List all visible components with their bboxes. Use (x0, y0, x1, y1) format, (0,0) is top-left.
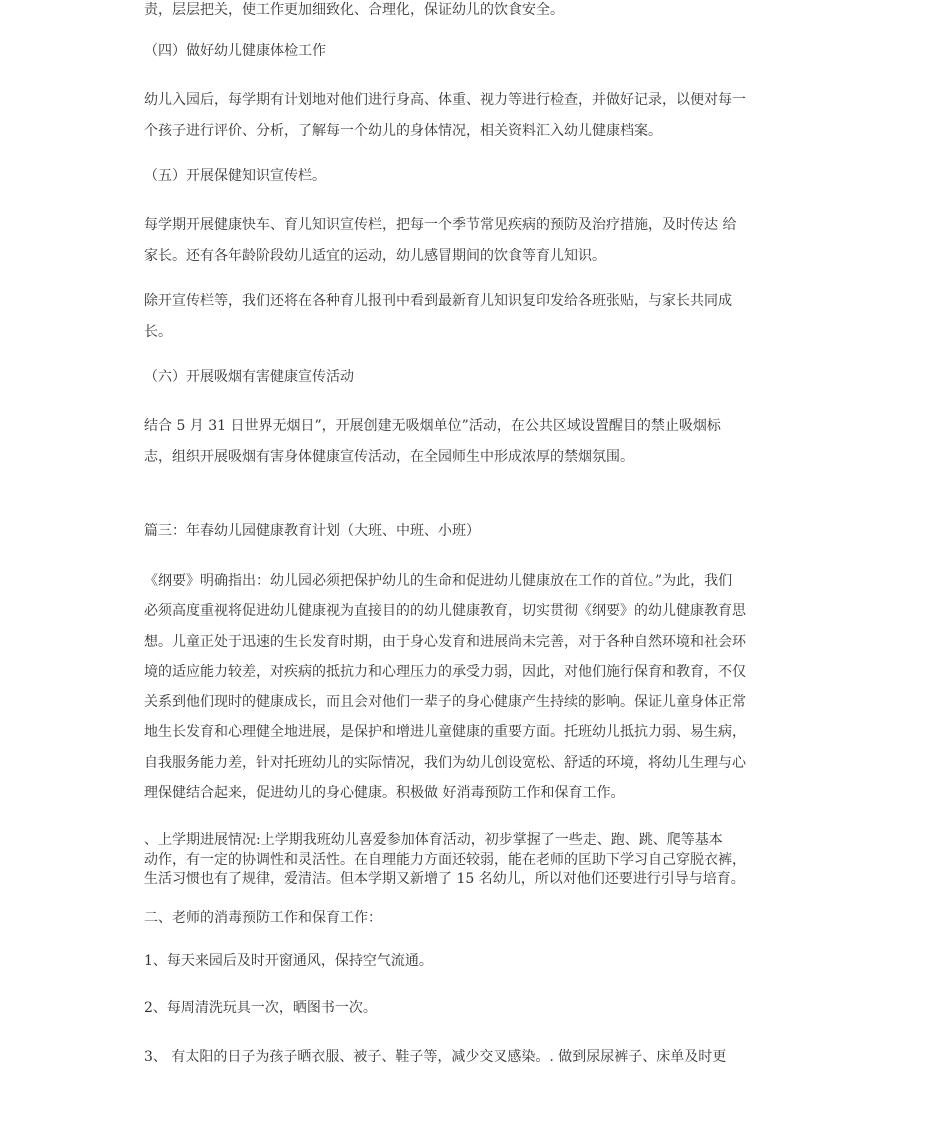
text-line: 每学期开展健康快车、育儿知识宣传栏，把每一个季节常见疾病的预防及治疗措施，及时传达 给 (144, 217, 737, 233)
list-item-3 (144, 1047, 820, 1067)
section4-heading (144, 41, 820, 61)
text-line: 想。儿童正处于迅速的生长发育时期，由于身心发育和进展尚未完善，对于各种自然环境和社会环 (144, 633, 746, 650)
heading-text: 二、老师的消毒预防工作和保育工作： (144, 910, 382, 926)
text-line: 生活习惯也有了规律，爱清洁。但本学期又新增了 15 名幼儿，所以对他们还要进行引导与培育。 (144, 871, 745, 887)
text-line: 除开宣传栏等，我们还将在各种育儿报刊中看到最新育儿知识复印发给各班张贴，与家长共同成 (144, 293, 732, 309)
text-line: 境的适应能力较差，对疾病的抵抗力和心理压力的承受力弱，因此，对他们施行保育和教育，不仅 (144, 663, 746, 680)
text-line: 个孩子进行评价、分析，了解每一个幼儿的身体情况，相关资料汇入幼儿健康档案。 (144, 123, 662, 139)
text-line: 幼儿入园后，每学期有计划地对他们进行身高、体重、视力等进行检查，并做好记录，以便对每一 (144, 92, 746, 108)
text-line: 自我服务能力差，针对托班幼儿的实际情况，我们为幼儿创设宽松、舒适的环境，将幼儿生理与心 (144, 754, 746, 771)
text-line: 1、每天来园后及时开窗通风，保持空气流通。 (144, 953, 433, 969)
text-line: 结合 5 月 31 日世界无烟日”，开展创建无吸烟单位”活动，在公共区域设置醒目的禁止吸烟标 (144, 418, 721, 434)
section2-heading (144, 908, 820, 928)
text-line: 关系到他们现时的健康成长，而且会对他们一辈子的身心健康产生持续的影响。保证儿童身体正常 (144, 694, 746, 711)
section4-paragraph (144, 85, 820, 147)
section5-paragraph-2 (144, 286, 820, 348)
text-line: 3、 有太阳的日子为孩子晒衣服、被子、鞋子等，减少交叉感染。. 做到尿尿裤子、床单及时更 (144, 1049, 727, 1065)
last-term-paragraph (144, 831, 820, 890)
heading-text: （四）做好幼儿健康体检工作 (144, 43, 326, 59)
section6-paragraph (144, 411, 820, 473)
list-item-1 (144, 951, 820, 971)
text-line: 志，组织开展吸烟有害身体健康宣传活动，在全园师生中形成浓厚的禁烟氛围。 (144, 449, 634, 465)
section6-heading (144, 367, 820, 387)
section5-paragraph-1 (144, 210, 820, 272)
text-line: 必须高度重视将促进幼儿健康视为直接目的的幼儿健康教育，切实贯彻《纲要》的幼儿健康教育思 (144, 603, 746, 620)
part3-title (144, 521, 820, 541)
part3-intro-paragraph (144, 566, 820, 808)
text-line: 长。 (144, 324, 172, 340)
section5-heading (144, 166, 820, 186)
top-fragment (144, 0, 820, 20)
title-text: 篇三：年春幼儿园健康教育计划（大班、中班、小班） (144, 523, 480, 539)
text-line: 地生长发育和心理健全地进展，是保护和增进儿童健康的重要方面。托班幼儿抵抗力弱、易生病， (144, 724, 746, 741)
text-line: 动作，有一定的协调性和灵活性。在自理能力方面还较弱，能在老师的匡助下学习自己穿脱衣裤， (144, 851, 746, 868)
heading-text: （六）开展吸烟有害健康宣传活动 (144, 369, 354, 385)
text-line: 《纲要》明确指出：幼儿园必须把保护幼儿的生命和促进幼儿健康放在工作的首位。”为此，我们 (144, 573, 733, 589)
text-line: 理保健结合起来，促进幼儿的身心健康。积极做 好消毒预防工作和保育工作。 (144, 785, 625, 802)
heading-text: （五）开展保健知识宣传栏。 (144, 168, 326, 184)
text-line: 2、每周清洗玩具一次，晒图书一次。 (144, 1000, 377, 1016)
list-item-2 (144, 998, 820, 1018)
text-line: 、上学期进展情况:上学期我班幼儿喜爱参加体育活动，初步掌握了一些走、跑、跳、爬等基本 (144, 832, 723, 848)
text-line: 家长。还有各年龄阶段幼儿适宜的运动，幼儿感冒期间的饮食等育儿知识。 (144, 248, 606, 264)
text-line: 责，层层把关，使工作更加细致化、合理化，保证幼儿的饮食安全。 (144, 2, 564, 18)
